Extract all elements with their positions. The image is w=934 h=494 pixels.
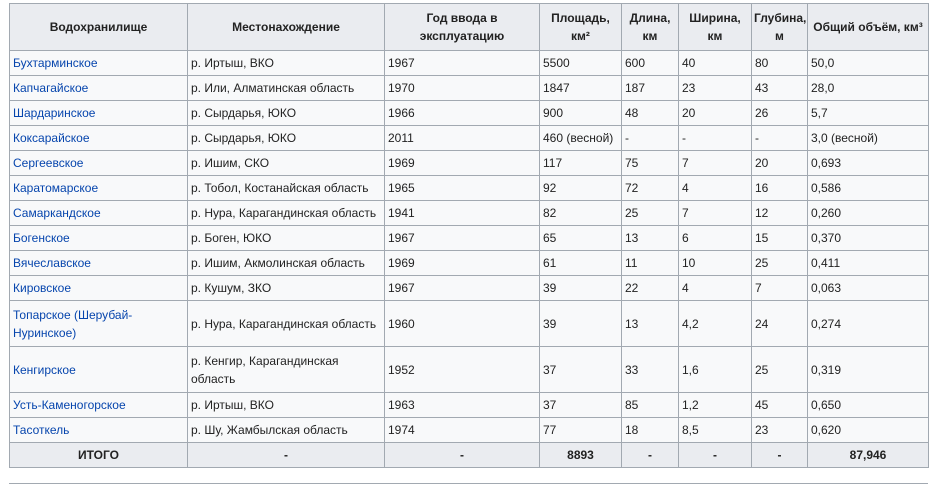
- cell-width: 1,2: [679, 393, 752, 418]
- reservoir-link[interactable]: Вячеславское: [13, 256, 91, 270]
- cell-volume: 0,650: [808, 393, 929, 418]
- cell-depth: 24: [752, 301, 808, 347]
- cell-area: 82: [540, 201, 622, 226]
- header-reservoir[interactable]: Водохранилище: [10, 4, 188, 51]
- cell-depth: 23: [752, 418, 808, 443]
- cell-location: р. Сырдарья, ЮКО: [188, 126, 385, 151]
- cell-area: 92: [540, 176, 622, 201]
- total-year: -: [385, 443, 540, 468]
- cell-width: 7: [679, 201, 752, 226]
- cell-width: 23: [679, 76, 752, 101]
- cell-depth: 26: [752, 101, 808, 126]
- cell-year: 1974: [385, 418, 540, 443]
- reservoir-link[interactable]: Усть-Каменогорское: [13, 398, 126, 412]
- cell-volume: 0,586: [808, 176, 929, 201]
- cell-reservoir: [10, 226, 188, 251]
- cell-volume: 0,620: [808, 418, 929, 443]
- reservoir-link[interactable]: Богенское: [13, 231, 70, 245]
- reservoir-link[interactable]: Кенгирское: [13, 362, 76, 377]
- cell-reservoir: [10, 201, 188, 226]
- reservoir-link[interactable]: Каратомарское: [13, 181, 99, 195]
- cell-area: 1847: [540, 76, 622, 101]
- cell-length: 187: [622, 76, 679, 101]
- cell-length: 75: [622, 151, 679, 176]
- cell-reservoir: [10, 276, 188, 301]
- cell-location: р. Шу, Жамбылская область: [188, 418, 385, 443]
- cell-volume: 0,319: [808, 347, 929, 393]
- table-row: [10, 418, 929, 443]
- cell-width: 7: [679, 151, 752, 176]
- header-location[interactable]: Местонахождение: [188, 4, 385, 51]
- reservoirs-table: [9, 3, 929, 468]
- table-row: [10, 176, 929, 201]
- cell-reservoir: [10, 393, 188, 418]
- cell-year: 1970: [385, 76, 540, 101]
- cell-length: 18: [622, 418, 679, 443]
- cell-area: 37: [540, 347, 622, 393]
- cell-location: р. Тобол, Костанайская область: [188, 176, 385, 201]
- cell-reservoir: [10, 176, 188, 201]
- cell-length: -: [622, 126, 679, 151]
- reservoir-link[interactable]: Шардаринское: [13, 106, 96, 120]
- cell-location: р. Нура, Карагандинская область: [188, 301, 385, 347]
- cell-width: 10: [679, 251, 752, 276]
- table-row: [10, 101, 929, 126]
- cell-reservoir: [10, 418, 188, 443]
- cell-year: 1969: [385, 251, 540, 276]
- cell-width: 4: [679, 176, 752, 201]
- header-length[interactable]: Длина, км: [622, 4, 679, 51]
- cell-depth: 20: [752, 151, 808, 176]
- cell-location: р. Кушум, ЗКО: [188, 276, 385, 301]
- table-row: [10, 347, 929, 393]
- cell-depth: 43: [752, 76, 808, 101]
- cell-year: 1941: [385, 201, 540, 226]
- total-volume: 87,946: [808, 443, 929, 468]
- cell-depth: 25: [752, 251, 808, 276]
- cell-year: 1960: [385, 301, 540, 347]
- cell-year: 1952: [385, 347, 540, 393]
- table-row: [10, 251, 929, 276]
- cell-area: 77: [540, 418, 622, 443]
- cell-location: р. Нура, Карагандинская область: [188, 201, 385, 226]
- cell-width: 4: [679, 276, 752, 301]
- cell-location: р. Ишим, Акмолинская область: [188, 251, 385, 276]
- cell-volume: 28,0: [808, 76, 929, 101]
- cell-year: 1963: [385, 393, 540, 418]
- reservoir-link[interactable]: Капчагайское: [13, 81, 89, 95]
- cell-location: р. Или, Алматинская область: [188, 76, 385, 101]
- cell-width: 6: [679, 226, 752, 251]
- cell-year: 1969: [385, 151, 540, 176]
- cell-reservoir: [10, 76, 188, 101]
- reservoir-link[interactable]: Самаркандское: [13, 206, 101, 220]
- cell-reservoir: [10, 51, 188, 76]
- cell-area: 5500: [540, 51, 622, 76]
- header-volume[interactable]: Общий объём, км³: [808, 4, 929, 51]
- cell-volume: 0,274: [808, 301, 929, 347]
- cell-volume: 5,7: [808, 101, 929, 126]
- reservoir-link[interactable]: Топарское (Шерубай-Нуринское): [13, 307, 133, 340]
- cell-area: 117: [540, 151, 622, 176]
- table-row: [10, 301, 929, 347]
- bottom-divider: [9, 483, 928, 484]
- cell-width: -: [679, 126, 752, 151]
- cell-location: р. Иртыш, ВКО: [188, 51, 385, 76]
- header-depth[interactable]: Глубина, м: [752, 4, 808, 51]
- cell-depth: 25: [752, 347, 808, 393]
- cell-width: 1,6: [679, 347, 752, 393]
- cell-width: 4,2: [679, 301, 752, 347]
- cell-depth: 12: [752, 201, 808, 226]
- cell-area: 65: [540, 226, 622, 251]
- cell-year: 1966: [385, 101, 540, 126]
- cell-location: р. Иртыш, ВКО: [188, 393, 385, 418]
- cell-width: 40: [679, 51, 752, 76]
- cell-reservoir: [10, 301, 188, 347]
- table-row: [10, 226, 929, 251]
- cell-volume: 0,411: [808, 251, 929, 276]
- cell-location: р. Кенгир, Карагандинская область: [188, 347, 385, 393]
- cell-location: р. Боген, ЮКО: [188, 226, 385, 251]
- cell-area: 61: [540, 251, 622, 276]
- reservoir-link[interactable]: Тасоткель: [13, 423, 70, 437]
- cell-length: 600: [622, 51, 679, 76]
- total-location: -: [188, 443, 385, 468]
- total-area: 8893: [540, 443, 622, 468]
- total-label: ИТОГО: [10, 443, 188, 468]
- cell-volume: 0,693: [808, 151, 929, 176]
- table-row: [10, 126, 929, 151]
- cell-length: 85: [622, 393, 679, 418]
- cell-area: 460 (весной): [540, 126, 622, 151]
- cell-location: р. Ишим, СКО: [188, 151, 385, 176]
- cell-depth: 45: [752, 393, 808, 418]
- header-width[interactable]: Ширина, км: [679, 4, 752, 51]
- header-row: [10, 4, 929, 51]
- table-row: [10, 393, 929, 418]
- cell-location: р. Сырдарья, ЮКО: [188, 101, 385, 126]
- reservoir-link[interactable]: Коксарайское: [13, 131, 90, 145]
- header-area[interactable]: Площадь, км²: [540, 4, 622, 51]
- cell-depth: -: [752, 126, 808, 151]
- table-row: [10, 276, 929, 301]
- total-length: -: [622, 443, 679, 468]
- table-row: [10, 51, 929, 76]
- cell-width: 8,5: [679, 418, 752, 443]
- table-row: [10, 151, 929, 176]
- cell-year: 1967: [385, 226, 540, 251]
- reservoir-link[interactable]: Бухтарминское: [13, 56, 98, 70]
- cell-area: 37: [540, 393, 622, 418]
- cell-length: 33: [622, 347, 679, 393]
- cell-width: 20: [679, 101, 752, 126]
- cell-length: 72: [622, 176, 679, 201]
- cell-reservoir: [10, 101, 188, 126]
- table-row: [10, 76, 929, 101]
- cell-depth: 15: [752, 226, 808, 251]
- cell-volume: 0,063: [808, 276, 929, 301]
- total-width: -: [679, 443, 752, 468]
- cell-area: 900: [540, 101, 622, 126]
- cell-length: 13: [622, 301, 679, 347]
- cell-volume: 50,0: [808, 51, 929, 76]
- cell-depth: 16: [752, 176, 808, 201]
- cell-reservoir: [10, 347, 188, 393]
- table-row: [10, 201, 929, 226]
- cell-volume: 0,370: [808, 226, 929, 251]
- cell-year: 1967: [385, 276, 540, 301]
- cell-length: 13: [622, 226, 679, 251]
- cell-reservoir: [10, 151, 188, 176]
- cell-reservoir: [10, 251, 188, 276]
- cell-length: 25: [622, 201, 679, 226]
- cell-volume: 3,0 (весной): [808, 126, 929, 151]
- total-row: [10, 443, 929, 468]
- cell-length: 22: [622, 276, 679, 301]
- cell-length: 11: [622, 251, 679, 276]
- cell-volume: 0,260: [808, 201, 929, 226]
- cell-area: 39: [540, 301, 622, 347]
- cell-year: 1965: [385, 176, 540, 201]
- cell-area: 39: [540, 276, 622, 301]
- header-year[interactable]: Год ввода в эксплуатацию: [385, 4, 540, 51]
- cell-depth: 7: [752, 276, 808, 301]
- cell-depth: 80: [752, 51, 808, 76]
- cell-year: 1967: [385, 51, 540, 76]
- cell-year: 2011: [385, 126, 540, 151]
- total-depth: -: [752, 443, 808, 468]
- reservoir-link[interactable]: Сергеевское: [13, 156, 84, 170]
- reservoir-link[interactable]: Кировское: [13, 281, 72, 295]
- cell-length: 48: [622, 101, 679, 126]
- cell-reservoir: [10, 126, 188, 151]
